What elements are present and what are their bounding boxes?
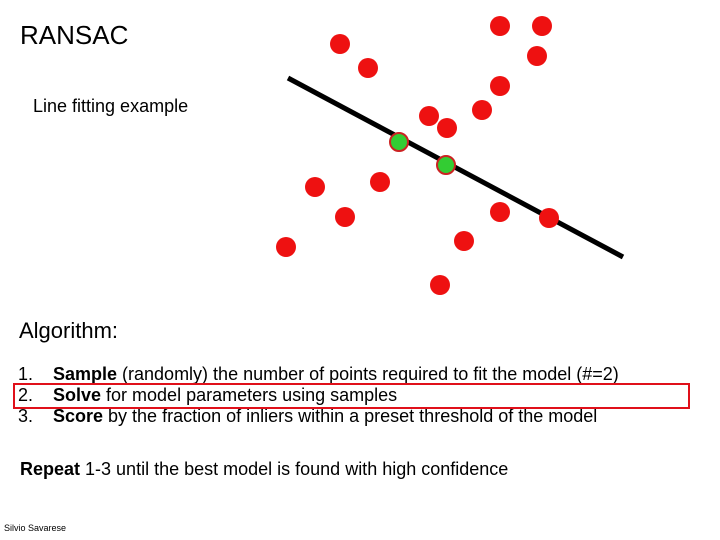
- slide-subtitle: Line fitting example: [33, 96, 189, 116]
- step-keyword: Solve: [53, 385, 102, 405]
- step-number: 1.: [18, 364, 34, 384]
- outlier-point: [419, 106, 439, 126]
- step-number: 3.: [18, 406, 34, 426]
- outlier-point: [370, 172, 390, 192]
- repeat-note: [20, 459, 508, 480]
- step-number: 2.: [18, 385, 34, 405]
- outlier-point: [330, 34, 350, 54]
- outlier-point: [430, 275, 450, 295]
- outlier-point: [437, 118, 457, 138]
- outlier-point: [358, 58, 378, 78]
- algorithm-step: [18, 364, 619, 385]
- step-text: for model parameters using samples: [101, 385, 398, 405]
- outlier-point: [490, 16, 510, 36]
- outlier-point: [490, 76, 510, 96]
- outlier-point: [305, 177, 325, 197]
- repeat-text: 1-3 until the best model is found with high confidence: [80, 459, 509, 479]
- step-keyword: Sample: [53, 364, 118, 384]
- algorithm-step: [18, 406, 619, 427]
- sample-point: [390, 133, 408, 151]
- step-keyword: Score: [53, 406, 104, 426]
- outlier-point: [472, 100, 492, 120]
- author-footer: Silvio Savarese: [4, 523, 67, 533]
- outlier-point: [490, 202, 510, 222]
- outlier-point: [532, 16, 552, 36]
- algorithm-heading: Algorithm:: [19, 318, 119, 343]
- step-text: (randomly) the number of points required to fit the model (#=2): [117, 364, 619, 384]
- repeat-keyword: Repeat: [20, 459, 81, 479]
- outlier-point: [335, 207, 355, 227]
- outlier-point: [527, 46, 547, 66]
- step-text: by the fraction of inliers within a preset threshold of the model: [103, 406, 598, 426]
- step-highlight-box: [13, 383, 690, 409]
- outlier-point: [539, 208, 559, 228]
- outlier-point: [454, 231, 474, 251]
- outlier-point: [276, 237, 296, 257]
- sample-point: [437, 156, 455, 174]
- slide-title: RANSAC: [20, 20, 129, 50]
